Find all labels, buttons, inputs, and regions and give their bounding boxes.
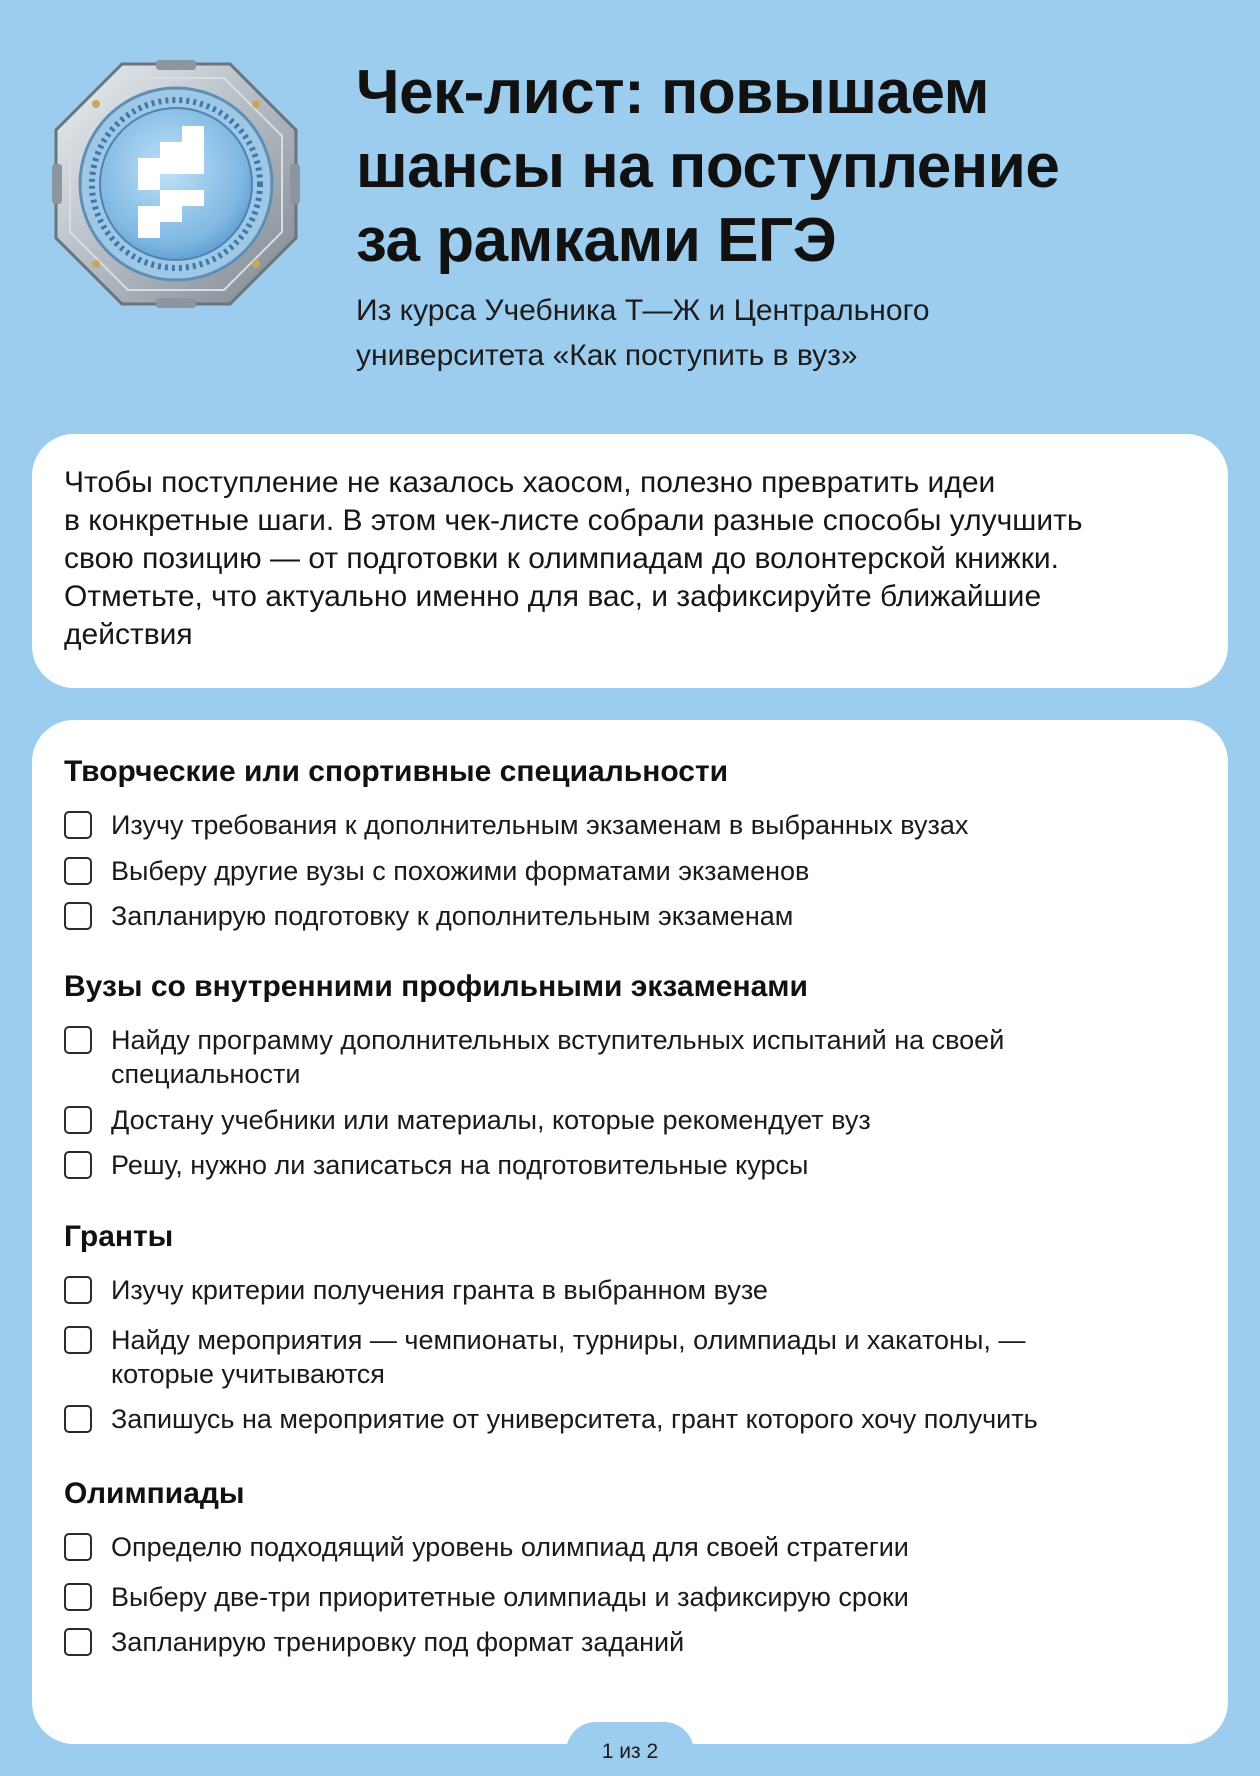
item-text: [111, 1530, 909, 1564]
checkbox[interactable]: [64, 1628, 92, 1656]
title-line: за рамками ЕГЭ: [356, 206, 837, 275]
section-title: Олимпиады: [64, 1477, 245, 1510]
item-line: Найду программу дополнительных вступительных испытаний на своей: [111, 1025, 1005, 1055]
item-text: [111, 1103, 871, 1137]
header: [0, 0, 1260, 420]
title-line: Чек-лист: повышаем: [356, 58, 990, 127]
intro-line: Отметьте, что актуально именно для вас, и зафиксируйте ближайшие: [64, 580, 1042, 613]
item-text: [111, 854, 809, 888]
item-line: Выберу две-три приоритетные олимпиады и зафиксирую сроки: [111, 1582, 909, 1612]
item-line: Найду мероприятия — чемпионаты, турниры, олимпиады и хакатоны, —: [111, 1325, 1026, 1355]
item-line: Запланирую подготовку к дополнительным экзаменам: [111, 901, 794, 931]
item-text: [111, 899, 793, 933]
checklist-item: [64, 1402, 1194, 1436]
item-text: [111, 808, 968, 842]
intro-card: [32, 434, 1228, 688]
item-line: Достану учебники или материалы, которые рекомендует вуз: [111, 1105, 871, 1135]
section-title: Вузы со внутренними профильными экзаменами: [64, 970, 808, 1003]
checklist-item: [64, 1580, 1194, 1614]
item-text: [111, 1323, 1025, 1391]
checklist-item: [64, 1023, 1194, 1091]
checkbox[interactable]: [64, 1533, 92, 1561]
item-text: [111, 1023, 1004, 1091]
item-line: которые учитываются: [111, 1359, 385, 1389]
checklist-item: [64, 1273, 1194, 1307]
intro-line: свою позицию — от подготовки к олимпиадам до волонтерской книжки.: [64, 542, 1059, 575]
staircase-badge-icon: [52, 60, 300, 308]
item-line: специальности: [111, 1059, 301, 1089]
checklist-item: [64, 854, 1194, 888]
item-line: Выберу другие вузы с похожими форматами экзаменов: [111, 856, 810, 886]
checkbox[interactable]: [64, 811, 92, 839]
checklist-item: [64, 1625, 1194, 1659]
item-line: Запланирую тренировку под формат заданий: [111, 1627, 685, 1657]
item-text: [111, 1148, 808, 1182]
checkbox[interactable]: [64, 1151, 92, 1179]
item-line: Определю подходящий уровень олимпиад для своей стратегии: [111, 1532, 909, 1562]
intro-line: в конкретные шаги. В этом чек-листе собрали разные способы улучшить: [64, 504, 1083, 537]
checkbox[interactable]: [64, 1106, 92, 1134]
section-title: Гранты: [64, 1220, 174, 1253]
checklist-item: [64, 1148, 1194, 1182]
subtitle-line: университета «Как поступить в вуз»: [356, 339, 858, 372]
checkbox[interactable]: [64, 1026, 92, 1054]
item-text: [111, 1625, 684, 1659]
checklist-item: [64, 1530, 1194, 1564]
checklist-card: [32, 720, 1228, 1744]
item-line: Решу, нужно ли записаться на подготовительные курсы: [111, 1150, 809, 1180]
item-text: [111, 1402, 1038, 1436]
intro-line: Чтобы поступление не казалось хаосом, полезно превратить идеи: [64, 466, 996, 499]
subtitle-line: Из курса Учебника Т—Ж и Центрального: [356, 294, 930, 327]
checkbox[interactable]: [64, 1583, 92, 1611]
checklist-item: [64, 1103, 1194, 1137]
checkbox[interactable]: [64, 857, 92, 885]
intro-line: действия: [64, 618, 193, 651]
subtitle: [356, 288, 1216, 378]
item-line: Изучу требования к дополнительным экзаменам в выбранных вузах: [111, 810, 969, 840]
checklist-item: [64, 899, 1194, 933]
page-title: [356, 56, 1216, 278]
item-line: Запишусь на мероприятие от университета, грант которого хочу получить: [111, 1404, 1038, 1434]
checkbox[interactable]: [64, 1276, 92, 1304]
intro-text: [64, 464, 1204, 654]
checklist-item: [64, 1323, 1194, 1391]
checklist-item: [64, 808, 1194, 842]
item-text: [111, 1580, 909, 1614]
item-text: [111, 1273, 768, 1307]
title-line: шансы на поступление: [356, 132, 1060, 201]
checkbox[interactable]: [64, 902, 92, 930]
checkbox[interactable]: [64, 1405, 92, 1433]
item-line: Изучу критерии получения гранта в выбранном вузе: [111, 1275, 768, 1305]
page-indicator: 1 из 2: [566, 1722, 694, 1776]
checkbox[interactable]: [64, 1326, 92, 1354]
section-title: Творческие или спортивные специальности: [64, 755, 729, 788]
